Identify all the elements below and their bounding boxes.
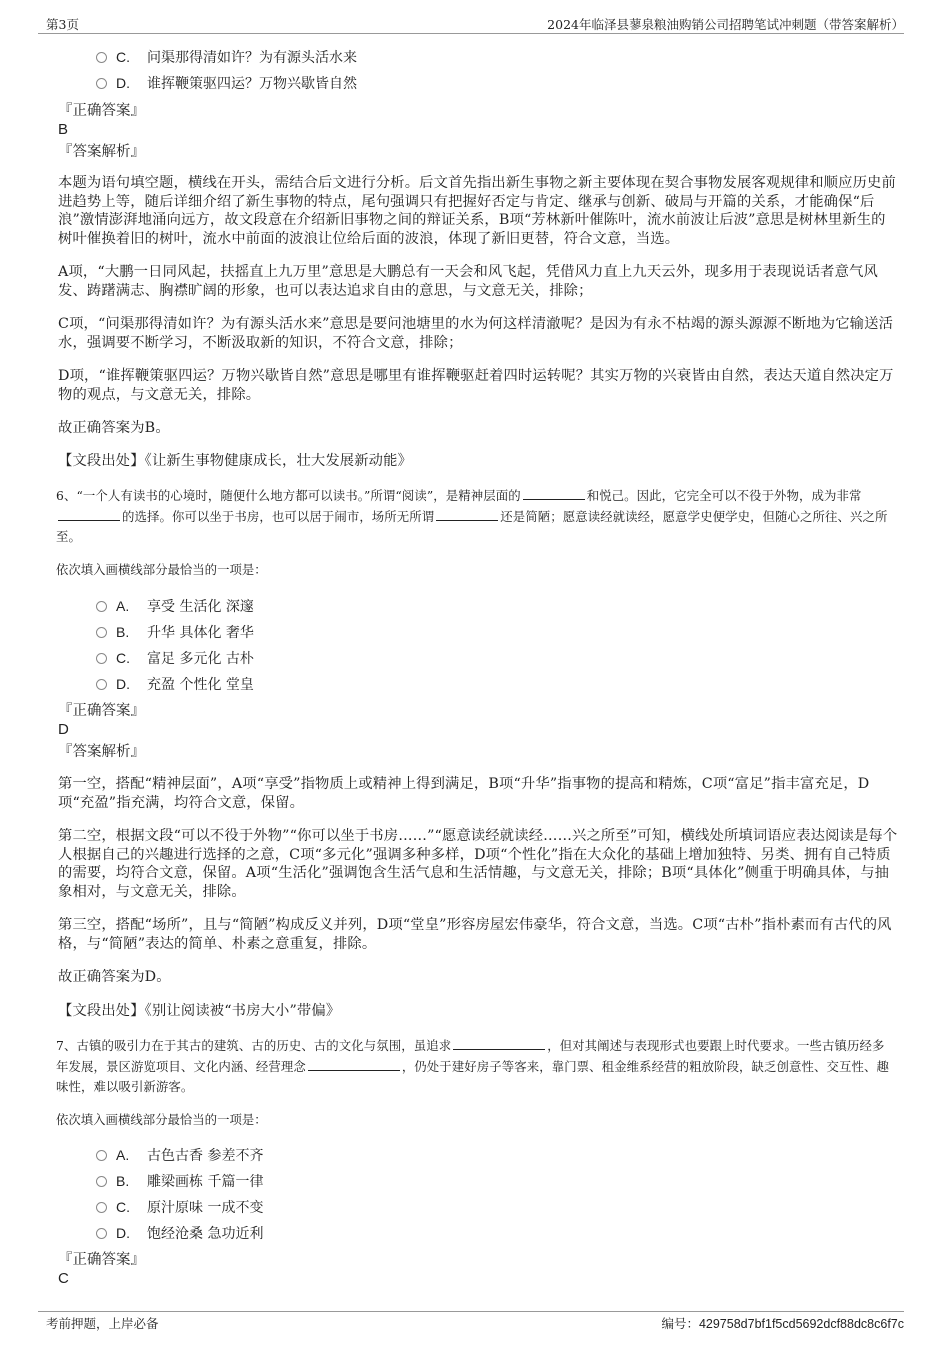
q6-source: 【文段出处】《别让阅读被“书房大小”带偏》	[58, 1003, 341, 1019]
q7-answer-label: 『正确答案』	[58, 1252, 145, 1268]
q5-answer: B	[58, 121, 69, 138]
q6-analysis-paragraph: 第三空，搭配“场所”，且与“简陋”构成反义并列，D项“堂皇”形容房屋宏伟豪华，符合文意，当选。C项“古朴”指朴素而有古代的风格，与“简陋”表达的简单、朴素之意重复，排除。	[58, 917, 892, 952]
radio-icon[interactable]	[96, 1202, 107, 1213]
radio-icon[interactable]	[96, 1228, 107, 1239]
q6-option-b[interactable]: B. 升华 具体化 奢华	[96, 622, 254, 642]
fill-blank	[523, 487, 585, 500]
q5-option-d[interactable]: D. 谁挥鞭策驱四运？万物兴歇皆自然	[96, 73, 357, 93]
radio-icon[interactable]	[96, 601, 107, 612]
header-divider	[38, 33, 904, 34]
q5-analysis-paragraph: C项，“问渠那得清如许？为有源头活水来”意思是要问池塘里的水为何这样清澈呢？是因为有永不枯竭的源头源源不断地为它输送活水，强调要不断学习，不断汲取新的知识，不符合文意，排除；	[58, 316, 894, 351]
footer-slogan: 考前押题，上岸必备	[46, 1316, 159, 1331]
q6-analysis-paragraph: 第一空，搭配“精神层面”，A项“享受”指物质上或精神上得到满足，B项“升华”指事物的提高和精炼，C项“富足”指丰富充足，D项“充盈”指充满，均符合文意，保留。	[58, 776, 870, 811]
radio-icon[interactable]	[96, 1176, 107, 1187]
q7-option-a[interactable]: A. 古色古香 参差不齐	[96, 1145, 263, 1165]
q5-analysis-paragraph: A项，“大鹏一日同风起，扶摇直上九万里”意思是大鹏总有一天会和风飞起，凭借风力直上九天云外，现多用于表现说话者意气风发、踌躇满志、胸襟旷阔的形象，也可以表达追求自由的意思，与文意无关，排除；	[58, 264, 878, 299]
q5-conclusion: 故正确答案为B。	[58, 420, 170, 436]
q6-option-a[interactable]: A. 享受 生活化 深邃	[96, 596, 254, 616]
document-title: 2024年临泽县蓼泉粮油购销公司招聘笔试冲刺题（带答案解析）	[547, 17, 904, 32]
footer-divider	[38, 1311, 904, 1312]
q6-analysis-label: 『答案解析』	[58, 744, 145, 760]
radio-icon[interactable]	[96, 52, 107, 63]
radio-icon[interactable]	[96, 78, 107, 89]
radio-icon[interactable]	[96, 679, 107, 690]
q6-option-d[interactable]: D. 充盈 个性化 堂皇	[96, 674, 254, 694]
q5-analysis-paragraph: D项，“谁挥鞭策驱四运？万物兴歇皆自然”意思是哪里有谁挥鞭驱赶着四时运转呢？其实万物的兴衰皆由自然，表达天道自然决定万物的观点，与文意无关，排除。	[58, 368, 894, 403]
q6-answer-label: 『正确答案』	[58, 703, 145, 719]
q5-answer-label: 『正确答案』	[58, 103, 145, 119]
q6-analysis-paragraph: 第二空，根据文段“可以不役于外物”“你可以坐于书房……”“愿意读经就读经……兴之所至”可知，横线处所填词语应表达阅读是每个人根据自己的兴趣进行选择的之意，C项“多元化”强调多种多样，D项“个性化”指在大众化的基础上增加独特、另类、拥有自己特质的需要，均符合文意，保留。A项“生活化”强调饱含生活气息和生活情趣，与文意无关，排除；B项“具体化”侧重于明确具体，与抽象相对，与文意无关，排除。	[58, 828, 898, 901]
q5-analysis-label: 『答案解析』	[58, 144, 145, 160]
q6-stem: 6、“一个人有读书的心境时，随便什么地方都可以读书。”所谓“阅读”，是精神层面的 和悦己。因此，它完全可以不役于外物，成为非常的选择。你可以坐于书房，也可以居于闹市，场所无所谓 还是简陋；愿意读经就读经，愿意学史便学史，但随心之所往、兴之所至。	[56, 488, 888, 544]
radio-icon[interactable]	[96, 653, 107, 664]
fill-blank	[453, 1037, 545, 1050]
q6-answer: D	[58, 721, 69, 738]
q7-option-d[interactable]: D. 饱经沧桑 急功近利	[96, 1223, 263, 1243]
q6-instruction: 依次填入画横线部分最恰当的一项是：	[56, 562, 267, 577]
page-number: 第3页	[46, 17, 79, 32]
q7-option-b[interactable]: B. 雕梁画栋 千篇一律	[96, 1171, 263, 1191]
fill-blank	[58, 508, 120, 521]
radio-icon[interactable]	[96, 1150, 107, 1161]
q5-source: 【文段出处】《让新生事物健康成长，壮大发展新动能》	[58, 453, 413, 469]
q7-stem: 7、古镇的吸引力在于其古的建筑、古的历史、古的文化与氛围，虽追求 ，但对其阐述与表现形式也要跟上时代要求。一些古镇历经多年发展，景区游览项目、文化内涵、经营理念 ，仍处于建好房子等客来，靠门票、租金维系经营的粗放阶段，缺乏创意性、交互性、趣味性，难以吸引新游客。	[56, 1038, 889, 1094]
fill-blank	[436, 508, 498, 521]
q6-conclusion: 故正确答案为D。	[58, 969, 171, 985]
fill-blank	[308, 1058, 400, 1071]
q7-instruction: 依次填入画横线部分最恰当的一项是：	[56, 1112, 267, 1127]
radio-icon[interactable]	[96, 627, 107, 638]
q7-answer: C	[58, 1270, 69, 1287]
q7-option-c[interactable]: C. 原汁原味 一成不变	[96, 1197, 263, 1217]
q5-option-c[interactable]: C. 问渠那得清如许？为有源头活水来	[96, 47, 357, 67]
q6-option-c[interactable]: C. 富足 多元化 古朴	[96, 648, 254, 668]
q5-analysis-paragraph: 本题为语句填空题，横线在开头，需结合后文进行分析。后文首先指出新生事物之新主要体现在契合事物发展客观规律和顺应历史前进趋势上等，随后详细介绍了新生事物的特点，尾句强调只有把握好否定与肯定、继承与创新、破局与开篇的关系，才能确保“后浪”激情澎湃地涌向远方，故文段意在介绍新旧事物之间的辩证关系，B项“芳林新叶催陈叶，流水前波让后波”意思是树林里新生的树叶催换着旧的树叶，流水中前面的波浪让位给后面的波浪，体现了新旧更替，符合文意，当选。	[58, 175, 896, 248]
document-code: 编号：429758d7bf1f5cd5692dcf88dc8c6f7c	[661, 1316, 904, 1331]
